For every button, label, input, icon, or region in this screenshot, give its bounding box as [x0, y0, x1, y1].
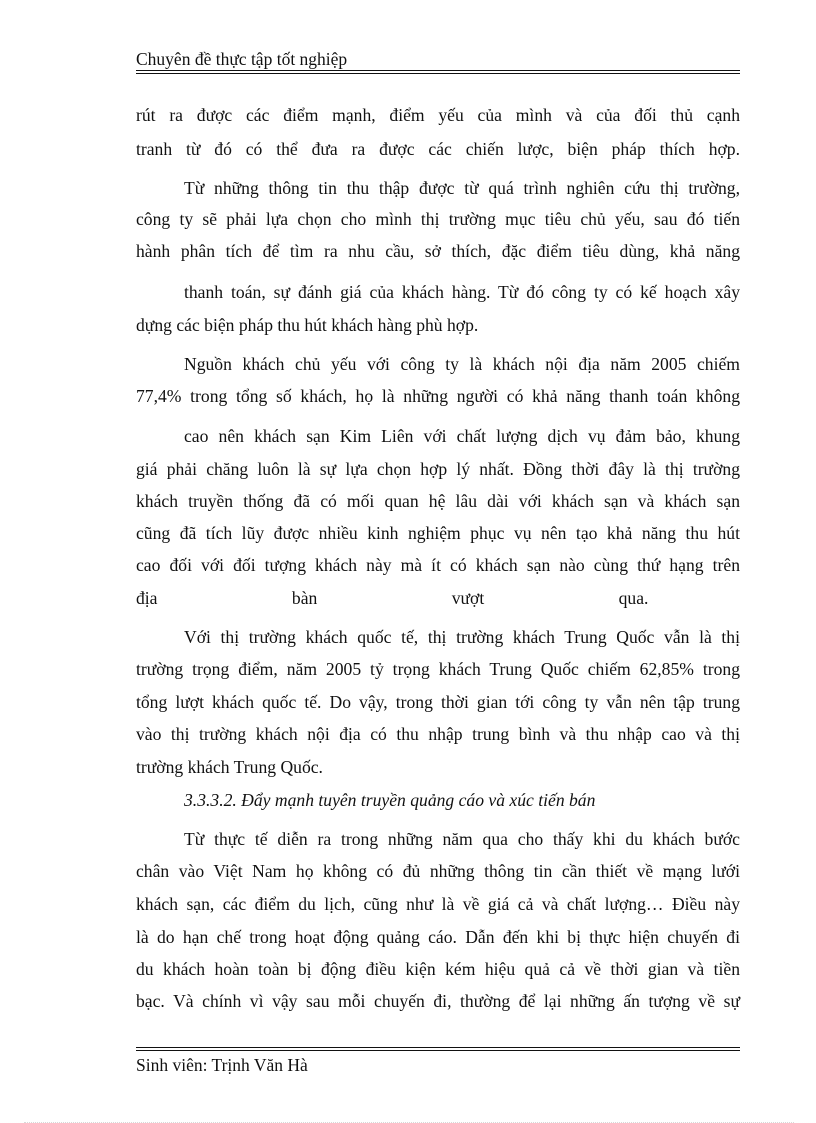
paragraph-line: tổng lượt khách quốc tế. Do vậy, trong thời gian tới công ty vẫn nên tập trung [136, 692, 740, 712]
paragraph-line: bạc. Và chính vì vậy sau mỗi chuyến đi, thường để lại những ấn tượng về sự [136, 991, 740, 1011]
footer-student-name: Sinh viên: Trịnh Văn Hà [136, 1055, 308, 1075]
header-divider [136, 70, 740, 74]
paragraph-line: Nguồn khách chủ yếu với công ty là khách nội địa năm 2005 chiếm [184, 354, 740, 374]
footer-divider [136, 1047, 740, 1051]
paragraph-line: thanh toán, sự đánh giá của khách hàng. Từ đó công ty có kế hoạch xây [184, 282, 740, 302]
paragraph-line: chân vào Việt Nam họ không có đủ những thông tin cần thiết về mạng lưới [136, 861, 740, 881]
paragraph-line: Từ thực tế diễn ra trong những năm qua cho thấy khi du khách bước [184, 829, 740, 849]
paragraph-line: hành phân tích để tìm ra nhu cầu, sở thích, đặc điểm tiêu dùng, khả năng [136, 241, 740, 261]
paragraph-line: cao đối với đối tượng khách này mà ít có khách sạn nào cùng thứ hạng trên [136, 555, 740, 575]
paragraph-line: khách sạn, các điểm du lịch, cũng như là về giá cả và chất lượng… Điều này [136, 894, 740, 914]
paragraph-line: Từ những thông tin thu thập được từ quá trình nghiên cứu thị trường, [184, 178, 740, 198]
paragraph-line: cũng đã tích lũy được nhiều kinh nghiệm phục vụ nên tạo khả năng thu hút [136, 523, 740, 543]
paragraph-line: tranh từ đó có thể đưa ra được các chiến lược, biện pháp thích hợp. [136, 139, 740, 159]
paragraph-line: trường trọng điểm, năm 2005 tỷ trọng khách Trung Quốc chiếm 62,85% trong [136, 659, 740, 679]
paragraph-line: rút ra được các điểm mạnh, điểm yếu của mình và của đối thủ cạnh [136, 105, 740, 125]
paragraph-line: trường khách Trung Quốc. [136, 757, 323, 777]
paragraph-line: giá phải chăng luôn là sự lựa chọn hợp lý nhất. Đồng thời đây là thị trường [136, 459, 740, 479]
paragraph-line: vào thị trường khách nội địa có thu nhập trung bình và thu nhập cao và thị [136, 724, 740, 744]
paragraph-line: cao nên khách sạn Kim Liên với chất lượng dịch vụ đảm bảo, khung [184, 426, 740, 446]
header-title: Chuyên đề thực tập tốt nghiệp [136, 49, 348, 69]
section-heading: 3.3.3.2. Đẩy mạnh tuyên truyền quảng cáo và xúc tiến bán [184, 790, 596, 810]
paragraph-line: 77,4% trong tổng số khách, họ là những người có khả năng thanh toán không [136, 386, 740, 406]
paragraph-line: du khách hoàn toàn bị động điều kiện kém hiệu quả cả về thời gian và tiền [136, 959, 740, 979]
paragraph-line: công ty sẽ phải lựa chọn cho mình thị trường mục tiêu chủ yếu, sau đó tiến [136, 209, 740, 229]
paragraph-line: là do hạn chế trong hoạt động quảng cáo. Dẫn đến khi bị thực hiện chuyến đi [136, 927, 740, 947]
paragraph-line: dựng các biện pháp thu hút khách hàng phù hợp. [136, 315, 479, 335]
paragraph-line: khách truyền thống đã có mối quan hệ lâu dài với khách sạn và khách sạn [136, 491, 740, 511]
paragraph-line: địa bàn vượt qua. [136, 588, 649, 608]
paragraph-line: Với thị trường khách quốc tế, thị trường khách Trung Quốc vẫn là thị [184, 627, 740, 647]
